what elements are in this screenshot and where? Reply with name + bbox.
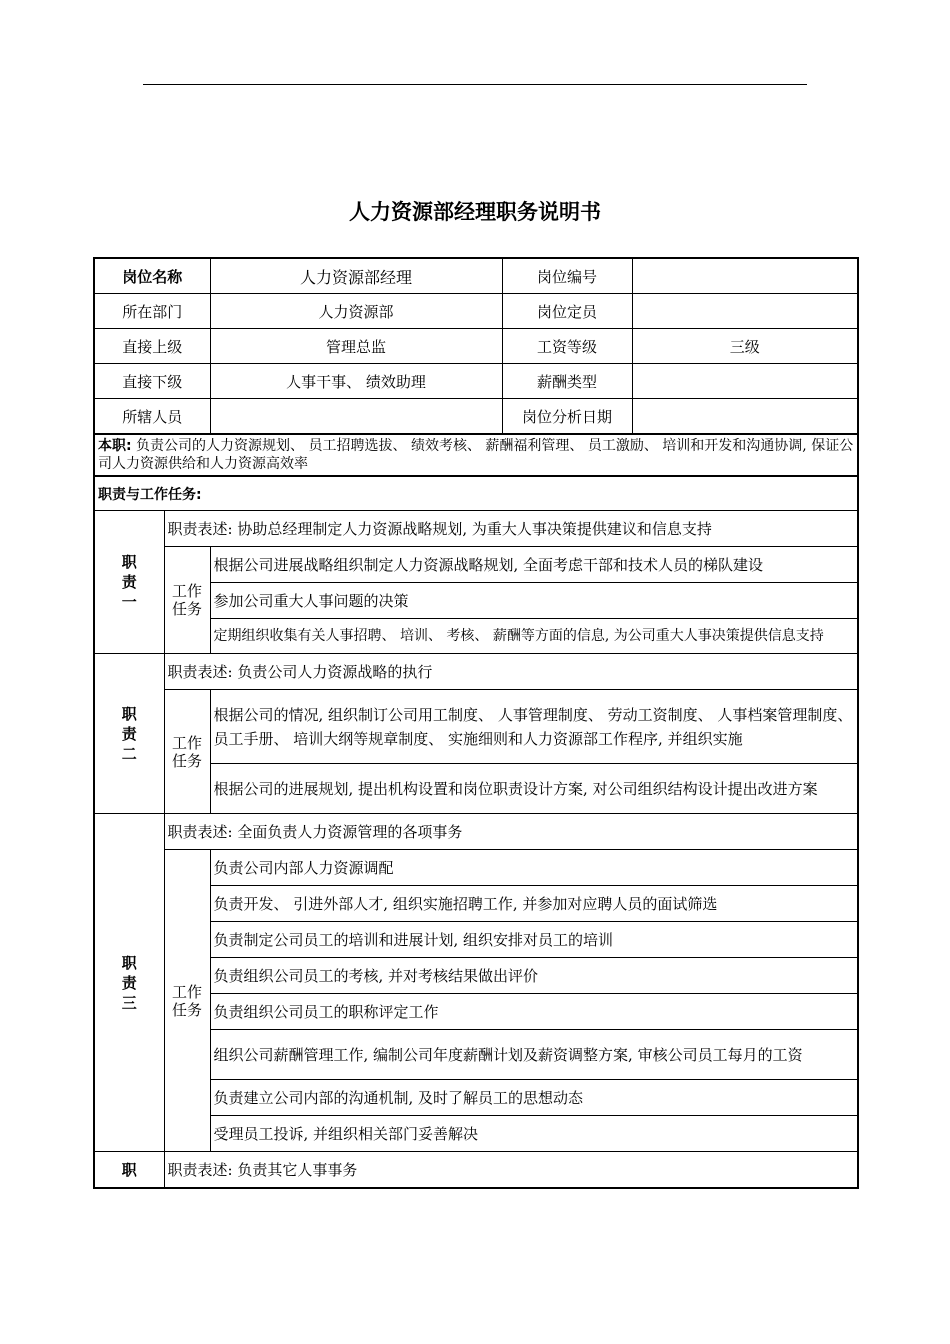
document-title: 人力资源部经理职务说明书 — [349, 200, 601, 224]
main-duty-label: 本职: — [98, 438, 132, 454]
label-department: 所在部门 — [94, 294, 210, 329]
duty-3-task-2: 负责开发、 引进外部人才, 组织实施招聘工作, 并参加对应聘人员的面试筛选 — [210, 886, 858, 922]
duty-4-statement: 职责表述: 负责其它人事事务 — [164, 1152, 858, 1189]
duty-3-statement: 职责表述: 全面负责人力资源管理的各项事务 — [164, 814, 858, 850]
value-salary-type — [632, 364, 858, 399]
label-salary-type: 薪酬类型 — [502, 364, 632, 399]
section-heading: 职责与工作任务: — [94, 476, 858, 511]
value-position-number — [632, 258, 858, 294]
label-position-number: 岗位编号 — [502, 258, 632, 294]
duty-3-task-row — [94, 850, 858, 886]
duty-3-label: 职责三 — [94, 814, 164, 1152]
value-subordinates: 人事干事、 绩效助理 — [210, 364, 502, 399]
label-salary-grade: 工资等级 — [502, 329, 632, 364]
row-main-duty — [94, 434, 858, 476]
duty-2-label: 职责二 — [94, 654, 164, 814]
value-position-name: 人力资源部经理 — [210, 258, 502, 294]
row-subordinates — [94, 364, 858, 399]
duty-3-task-6: 组织公司薪酬管理工作, 编制公司年度薪酬计划及薪资调整方案, 审核公司员工每月的工资 — [210, 1030, 858, 1080]
duty-1-task-1: 根据公司进展战略组织制定人力资源战略规划, 全面考虑干部和技术人员的梯队建设 — [210, 547, 858, 583]
duty-3-statement-row — [94, 814, 858, 850]
duty-1-task-label: 工作任务 — [164, 547, 210, 654]
label-supervisor: 直接上级 — [94, 329, 210, 364]
duty-4-label: 职 — [94, 1152, 164, 1189]
duty-1-statement: 职责表述: 协助总经理制定人力资源战略规划, 为重大人事决策提供建议和信息支持 — [164, 511, 858, 547]
duty-2-task-1: 根据公司的情况, 组织制订公司用工制度、 人事管理制度、 劳动工资制度、 人事档案管理制度、 员工手册、 培训大纲等规章制度、 实施细则和人力资源部工作程序, 并组织实施 — [210, 690, 858, 764]
value-staff — [210, 399, 502, 435]
row-position-name — [94, 258, 858, 294]
label-staff: 所辖人员 — [94, 399, 210, 435]
duty-1-task-3: 定期组织收集有关人事招聘、 培训、 考核、 薪酬等方面的信息, 为公司重大人事决策提供信息支持 — [210, 619, 858, 654]
row-section-heading — [94, 476, 858, 511]
duty-3-task-3: 负责制定公司员工的培训和进展计划, 组织安排对员工的培训 — [210, 922, 858, 958]
main-duty-text: 负责公司的人力资源规划、 员工招聘选拔、 绩效考核、 薪酬福利管理、 员工激励、 培训和开发和沟通协调, 保证公司人力资源供给和人力资源高效率 — [98, 438, 854, 472]
duty-1-statement-row — [94, 511, 858, 547]
row-supervisor — [94, 329, 858, 364]
duty-1-task-2: 参加公司重大人事问题的决策 — [210, 583, 858, 619]
duty-4-statement-row — [94, 1152, 858, 1189]
value-headcount — [632, 294, 858, 329]
duty-3-task-4: 负责组织公司员工的考核, 并对考核结果做出评价 — [210, 958, 858, 994]
duty-3-task-5: 负责组织公司员工的职称评定工作 — [210, 994, 858, 1030]
duty-3-task-1: 负责公司内部人力资源调配 — [210, 850, 858, 886]
value-department: 人力资源部 — [210, 294, 502, 329]
duty-2-task-row — [94, 690, 858, 764]
duty-3-task-8: 受理员工投诉, 并组织相关部门妥善解决 — [210, 1116, 858, 1152]
header-rule — [143, 84, 807, 85]
duty-2-statement-row — [94, 654, 858, 690]
value-salary-grade: 三级 — [632, 329, 858, 364]
label-position-name: 岗位名称 — [94, 258, 210, 294]
duty-3-task-7: 负责建立公司内部的沟通机制, 及时了解员工的思想动态 — [210, 1080, 858, 1116]
duty-1-label: 职责一 — [94, 511, 164, 654]
duty-2-statement: 职责表述: 负责公司人力资源战略的执行 — [164, 654, 858, 690]
duty-3-task-label: 工作任务 — [164, 850, 210, 1152]
row-staff — [94, 399, 858, 435]
duty-2-task-2: 根据公司的进展规划, 提出机构设置和岗位职责设计方案, 对公司组织结构设计提出改进方案 — [210, 764, 858, 814]
label-analysis-date: 岗位分析日期 — [502, 399, 632, 435]
label-subordinates: 直接下级 — [94, 364, 210, 399]
value-supervisor: 管理总监 — [210, 329, 502, 364]
duty-1-task-row — [94, 547, 858, 583]
duty-2-task-label: 工作任务 — [164, 690, 210, 814]
job-description-table — [93, 257, 859, 1189]
label-headcount: 岗位定员 — [502, 294, 632, 329]
row-department — [94, 294, 858, 329]
value-analysis-date — [632, 399, 858, 435]
